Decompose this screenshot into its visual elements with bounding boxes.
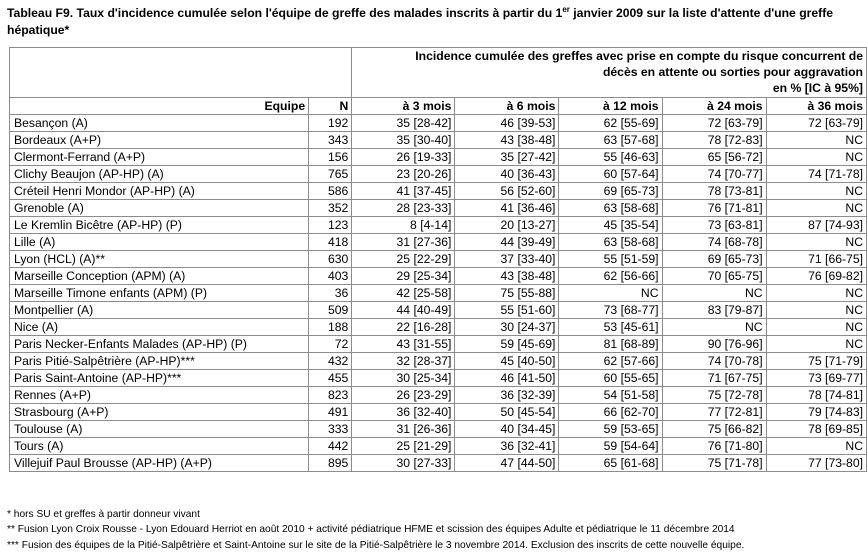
incidence-12-mois-cell: 63 [58-68] <box>559 200 662 217</box>
incidence-12-mois-cell: 59 [53-65] <box>559 421 662 438</box>
table-row <box>10 319 867 336</box>
incidence-3-mois-cell: 26 [19-33] <box>352 149 455 166</box>
group-header-row <box>10 48 867 98</box>
table-row <box>10 217 867 234</box>
table-row <box>10 200 867 217</box>
incidence-12-mois-cell: 54 [51-58] <box>559 387 662 404</box>
equipe-cell: Strasbourg (A+P) <box>10 404 309 421</box>
incidence-36-mois-cell: NC <box>766 285 866 302</box>
incidence-6-mois-cell: 36 [32-41] <box>455 438 559 455</box>
n-cell: 765 <box>309 166 352 183</box>
column-header-equipe: Equipe <box>10 98 309 115</box>
table-row <box>10 387 867 404</box>
table-row <box>10 251 867 268</box>
n-cell: 123 <box>309 217 352 234</box>
incidence-6-mois-cell: 43 [38-48] <box>455 268 559 285</box>
incidence-6-mois-cell: 37 [33-40] <box>455 251 559 268</box>
equipe-cell: Nice (A) <box>10 319 309 336</box>
incidence-3-mois-cell: 25 [21-29] <box>352 438 455 455</box>
incidence-3-mois-cell: 36 [32-40] <box>352 404 455 421</box>
incidence-3-mois-cell: 26 [23-29] <box>352 387 455 404</box>
incidence-12-mois-cell: 60 [57-64] <box>559 166 662 183</box>
incidence-6-mois-cell: 75 [55-88] <box>455 285 559 302</box>
incidence-12-mois-cell: 60 [55-65] <box>559 370 662 387</box>
incidence-3-mois-cell: 22 [16-28] <box>352 319 455 336</box>
incidence-36-mois-cell: 75 [71-79] <box>766 353 866 370</box>
footnote-1: * hors SU et greffes à partir donneur vivant <box>7 509 200 520</box>
table-row <box>10 115 867 132</box>
incidence-12-mois-cell: 53 [45-61] <box>559 319 662 336</box>
table-row <box>10 336 867 353</box>
incidence-24-mois-cell: NC <box>662 285 766 302</box>
table-row <box>10 285 867 302</box>
equipe-cell: Clermont-Ferrand (A+P) <box>10 149 309 166</box>
group-header-spacer <box>10 48 352 98</box>
incidence-24-mois-cell: 90 [76-96] <box>662 336 766 353</box>
group-header-line1: Incidence cumulée des greffes avec prise en compte du risque concurrent de <box>415 49 863 63</box>
incidence-24-mois-cell: 78 [73-81] <box>662 183 766 200</box>
incidence-6-mois-cell: 41 [36-46] <box>455 200 559 217</box>
incidence-3-mois-cell: 32 [28-37] <box>352 353 455 370</box>
n-cell: 455 <box>309 370 352 387</box>
table-body <box>10 115 867 472</box>
incidence-6-mois-cell: 43 [38-48] <box>455 132 559 149</box>
incidence-3-mois-cell: 29 [25-34] <box>352 268 455 285</box>
incidence-3-mois-cell: 35 [28-42] <box>352 115 455 132</box>
footnote-2: ** Fusion Lyon Croix Rousse - Lyon Edouard Herriot en août 2010 + activité pédiatrique HFME et scission des équipes Adulte et pédiatrique le 11 décembre 2014 <box>7 524 735 536</box>
incidence-24-mois-cell: 65 [56-72] <box>662 149 766 166</box>
table-row <box>10 132 867 149</box>
incidence-6-mois-cell: 46 [41-50] <box>455 370 559 387</box>
group-header-line2: décès en attente ou sorties pour aggravation <box>602 65 863 79</box>
table-row <box>10 353 867 370</box>
incidence-3-mois-cell: 30 [25-34] <box>352 370 455 387</box>
caption-title-part2: janvier 2009 sur la liste d'attente d'une greffe hépatique* <box>7 6 834 37</box>
column-header-12-mois: à 12 mois <box>559 98 662 115</box>
incidence-36-mois-cell: NC <box>766 302 866 319</box>
incidence-12-mois-cell: NC <box>559 285 662 302</box>
equipe-cell: Paris Pitié-Salpêtrière (AP-HP)*** <box>10 353 309 370</box>
incidence-6-mois-cell: 45 [40-50] <box>455 353 559 370</box>
n-cell: 509 <box>309 302 352 319</box>
table-row <box>10 455 867 472</box>
equipe-cell: Créteil Henri Mondor (AP-HP) (A) <box>10 183 309 200</box>
incidence-6-mois-cell: 40 [36-43] <box>455 166 559 183</box>
incidence-24-mois-cell: 70 [65-75] <box>662 268 766 285</box>
n-cell: 442 <box>309 438 352 455</box>
table-row <box>10 166 867 183</box>
caption-label: Tableau F9. <box>7 6 74 20</box>
incidence-36-mois-cell: NC <box>766 200 866 217</box>
equipe-cell: Montpellier (A) <box>10 302 309 319</box>
incidence-3-mois-cell: 31 [27-36] <box>352 234 455 251</box>
equipe-cell: Villejuif Paul Brousse (AP-HP) (A+P) <box>10 455 309 472</box>
incidence-24-mois-cell: 74 [70-78] <box>662 353 766 370</box>
incidence-12-mois-cell: 62 [57-66] <box>559 353 662 370</box>
incidence-36-mois-cell: NC <box>766 183 866 200</box>
incidence-24-mois-cell: 71 [67-75] <box>662 370 766 387</box>
incidence-3-mois-cell: 23 [20-26] <box>352 166 455 183</box>
group-header-line3: en % [IC à 95%] <box>772 81 863 95</box>
incidence-24-mois-cell: 77 [72-81] <box>662 404 766 421</box>
n-cell: 823 <box>309 387 352 404</box>
incidence-24-mois-cell: 75 [71-78] <box>662 455 766 472</box>
table-row <box>10 438 867 455</box>
n-cell: 333 <box>309 421 352 438</box>
equipe-cell: Grenoble (A) <box>10 200 309 217</box>
incidence-3-mois-cell: 44 [40-49] <box>352 302 455 319</box>
incidence-6-mois-cell: 44 [39-49] <box>455 234 559 251</box>
column-header-24-mois: à 24 mois <box>662 98 766 115</box>
footnote-3: *** Fusion des équipes de la Pitié-Salpêtrière et Saint-Antoine sur le site de la Pitié-Salpêtrière le 3 novembre 2014. Exclusion des inscrits de cette nouvelle équipe. <box>7 539 745 551</box>
column-header-6-mois: à 6 mois <box>455 98 559 115</box>
n-cell: 36 <box>309 285 352 302</box>
table-row <box>10 370 867 387</box>
column-header-36-mois: à 36 mois <box>766 98 866 115</box>
n-cell: 432 <box>309 353 352 370</box>
incidence-36-mois-cell: 78 [74-81] <box>766 387 866 404</box>
table-row <box>10 183 867 200</box>
table-row <box>10 268 867 285</box>
incidence-12-mois-cell: 62 [55-69] <box>559 115 662 132</box>
equipe-cell: Lille (A) <box>10 234 309 251</box>
incidence-12-mois-cell: 81 [68-89] <box>559 336 662 353</box>
incidence-36-mois-cell: 72 [63-79] <box>766 115 866 132</box>
group-header <box>352 48 867 98</box>
incidence-12-mois-cell: 59 [54-64] <box>559 438 662 455</box>
n-cell: 630 <box>309 251 352 268</box>
incidence-12-mois-cell: 63 [57-68] <box>559 132 662 149</box>
incidence-36-mois-cell: NC <box>766 149 866 166</box>
incidence-6-mois-cell: 20 [13-27] <box>455 217 559 234</box>
n-cell: 895 <box>309 455 352 472</box>
incidence-6-mois-cell: 47 [44-50] <box>455 455 559 472</box>
incidence-3-mois-cell: 43 [31-55] <box>352 336 455 353</box>
footnotes <box>7 507 744 553</box>
equipe-cell: Lyon (HCL) (A)** <box>10 251 309 268</box>
incidence-36-mois-cell: 79 [74-83] <box>766 404 866 421</box>
incidence-6-mois-cell: 30 [24-37] <box>455 319 559 336</box>
column-header-n: N <box>309 98 352 115</box>
incidence-36-mois-cell: 76 [69-82] <box>766 268 866 285</box>
incidence-24-mois-cell: 74 [68-78] <box>662 234 766 251</box>
incidence-12-mois-cell: 73 [68-77] <box>559 302 662 319</box>
incidence-6-mois-cell: 35 [27-42] <box>455 149 559 166</box>
n-cell: 403 <box>309 268 352 285</box>
n-cell: 192 <box>309 115 352 132</box>
table-row <box>10 421 867 438</box>
incidence-3-mois-cell: 28 [23-33] <box>352 200 455 217</box>
incidence-3-mois-cell: 42 [25-58] <box>352 285 455 302</box>
incidence-12-mois-cell: 55 [46-63] <box>559 149 662 166</box>
incidence-12-mois-cell: 65 [61-68] <box>559 455 662 472</box>
n-cell: 352 <box>309 200 352 217</box>
incidence-12-mois-cell: 55 [51-59] <box>559 251 662 268</box>
incidence-12-mois-cell: 45 [35-54] <box>559 217 662 234</box>
incidence-3-mois-cell: 41 [37-45] <box>352 183 455 200</box>
incidence-24-mois-cell: 83 [79-87] <box>662 302 766 319</box>
incidence-3-mois-cell: 35 [30-40] <box>352 132 455 149</box>
incidence-24-mois-cell: 72 [63-79] <box>662 115 766 132</box>
n-cell: 418 <box>309 234 352 251</box>
incidence-6-mois-cell: 55 [51-60] <box>455 302 559 319</box>
incidence-36-mois-cell: NC <box>766 132 866 149</box>
n-cell: 188 <box>309 319 352 336</box>
incidence-6-mois-cell: 36 [32-39] <box>455 387 559 404</box>
incidence-6-mois-cell: 46 [39-53] <box>455 115 559 132</box>
equipe-cell: Le Kremlin Bicêtre (AP-HP) (P) <box>10 217 309 234</box>
incidence-36-mois-cell: 77 [73-80] <box>766 455 866 472</box>
equipe-cell: Rennes (A+P) <box>10 387 309 404</box>
n-cell: 586 <box>309 183 352 200</box>
column-header-3-mois: à 3 mois <box>352 98 455 115</box>
incidence-36-mois-cell: 74 [71-78] <box>766 166 866 183</box>
equipe-cell: Paris Necker-Enfants Malades (AP-HP) (P) <box>10 336 309 353</box>
incidence-table <box>9 47 867 472</box>
equipe-cell: Clichy Beaujon (AP-HP) (A) <box>10 166 309 183</box>
table-row <box>10 404 867 421</box>
column-header-row <box>10 98 867 115</box>
incidence-24-mois-cell: 76 [71-80] <box>662 438 766 455</box>
incidence-24-mois-cell: 76 [71-81] <box>662 200 766 217</box>
equipe-cell: Paris Saint-Antoine (AP-HP)*** <box>10 370 309 387</box>
incidence-24-mois-cell: 75 [72-78] <box>662 387 766 404</box>
incidence-24-mois-cell: 74 [70-77] <box>662 166 766 183</box>
n-cell: 156 <box>309 149 352 166</box>
incidence-12-mois-cell: 62 [56-66] <box>559 268 662 285</box>
equipe-cell: Marseille Timone enfants (APM) (P) <box>10 285 309 302</box>
n-cell: 343 <box>309 132 352 149</box>
equipe-cell: Besançon (A) <box>10 115 309 132</box>
incidence-3-mois-cell: 8 [4-14] <box>352 217 455 234</box>
table-caption <box>7 5 862 39</box>
incidence-3-mois-cell: 31 [26-36] <box>352 421 455 438</box>
incidence-36-mois-cell: 87 [74-93] <box>766 217 866 234</box>
n-cell: 491 <box>309 404 352 421</box>
n-cell: 72 <box>309 336 352 353</box>
incidence-36-mois-cell: NC <box>766 336 866 353</box>
incidence-24-mois-cell: 78 [72-83] <box>662 132 766 149</box>
incidence-24-mois-cell: 73 [63-81] <box>662 217 766 234</box>
incidence-24-mois-cell: 75 [66-82] <box>662 421 766 438</box>
incidence-36-mois-cell: 71 [66-75] <box>766 251 866 268</box>
caption-title-superscript: er <box>562 5 570 14</box>
incidence-6-mois-cell: 50 [45-54] <box>455 404 559 421</box>
incidence-24-mois-cell: NC <box>662 319 766 336</box>
incidence-3-mois-cell: 30 [27-33] <box>352 455 455 472</box>
incidence-6-mois-cell: 56 [52-60] <box>455 183 559 200</box>
table-row <box>10 302 867 319</box>
incidence-3-mois-cell: 25 [22-29] <box>352 251 455 268</box>
incidence-36-mois-cell: NC <box>766 319 866 336</box>
equipe-cell: Tours (A) <box>10 438 309 455</box>
incidence-24-mois-cell: 69 [65-73] <box>662 251 766 268</box>
equipe-cell: Bordeaux (A+P) <box>10 132 309 149</box>
caption-title-part1: Taux d'incidence cumulée selon l'équipe de greffe des malades inscrits à partir du 1 <box>73 6 563 20</box>
equipe-cell: Toulouse (A) <box>10 421 309 438</box>
incidence-12-mois-cell: 69 [65-73] <box>559 183 662 200</box>
table-row <box>10 149 867 166</box>
incidence-12-mois-cell: 63 [58-68] <box>559 234 662 251</box>
incidence-6-mois-cell: 40 [34-45] <box>455 421 559 438</box>
incidence-36-mois-cell: 73 [69-77] <box>766 370 866 387</box>
incidence-6-mois-cell: 59 [45-69] <box>455 336 559 353</box>
incidence-36-mois-cell: NC <box>766 234 866 251</box>
table-row <box>10 234 867 251</box>
equipe-cell: Marseille Conception (APM) (A) <box>10 268 309 285</box>
incidence-12-mois-cell: 66 [62-70] <box>559 404 662 421</box>
incidence-36-mois-cell: NC <box>766 438 866 455</box>
incidence-36-mois-cell: 78 [69-85] <box>766 421 866 438</box>
